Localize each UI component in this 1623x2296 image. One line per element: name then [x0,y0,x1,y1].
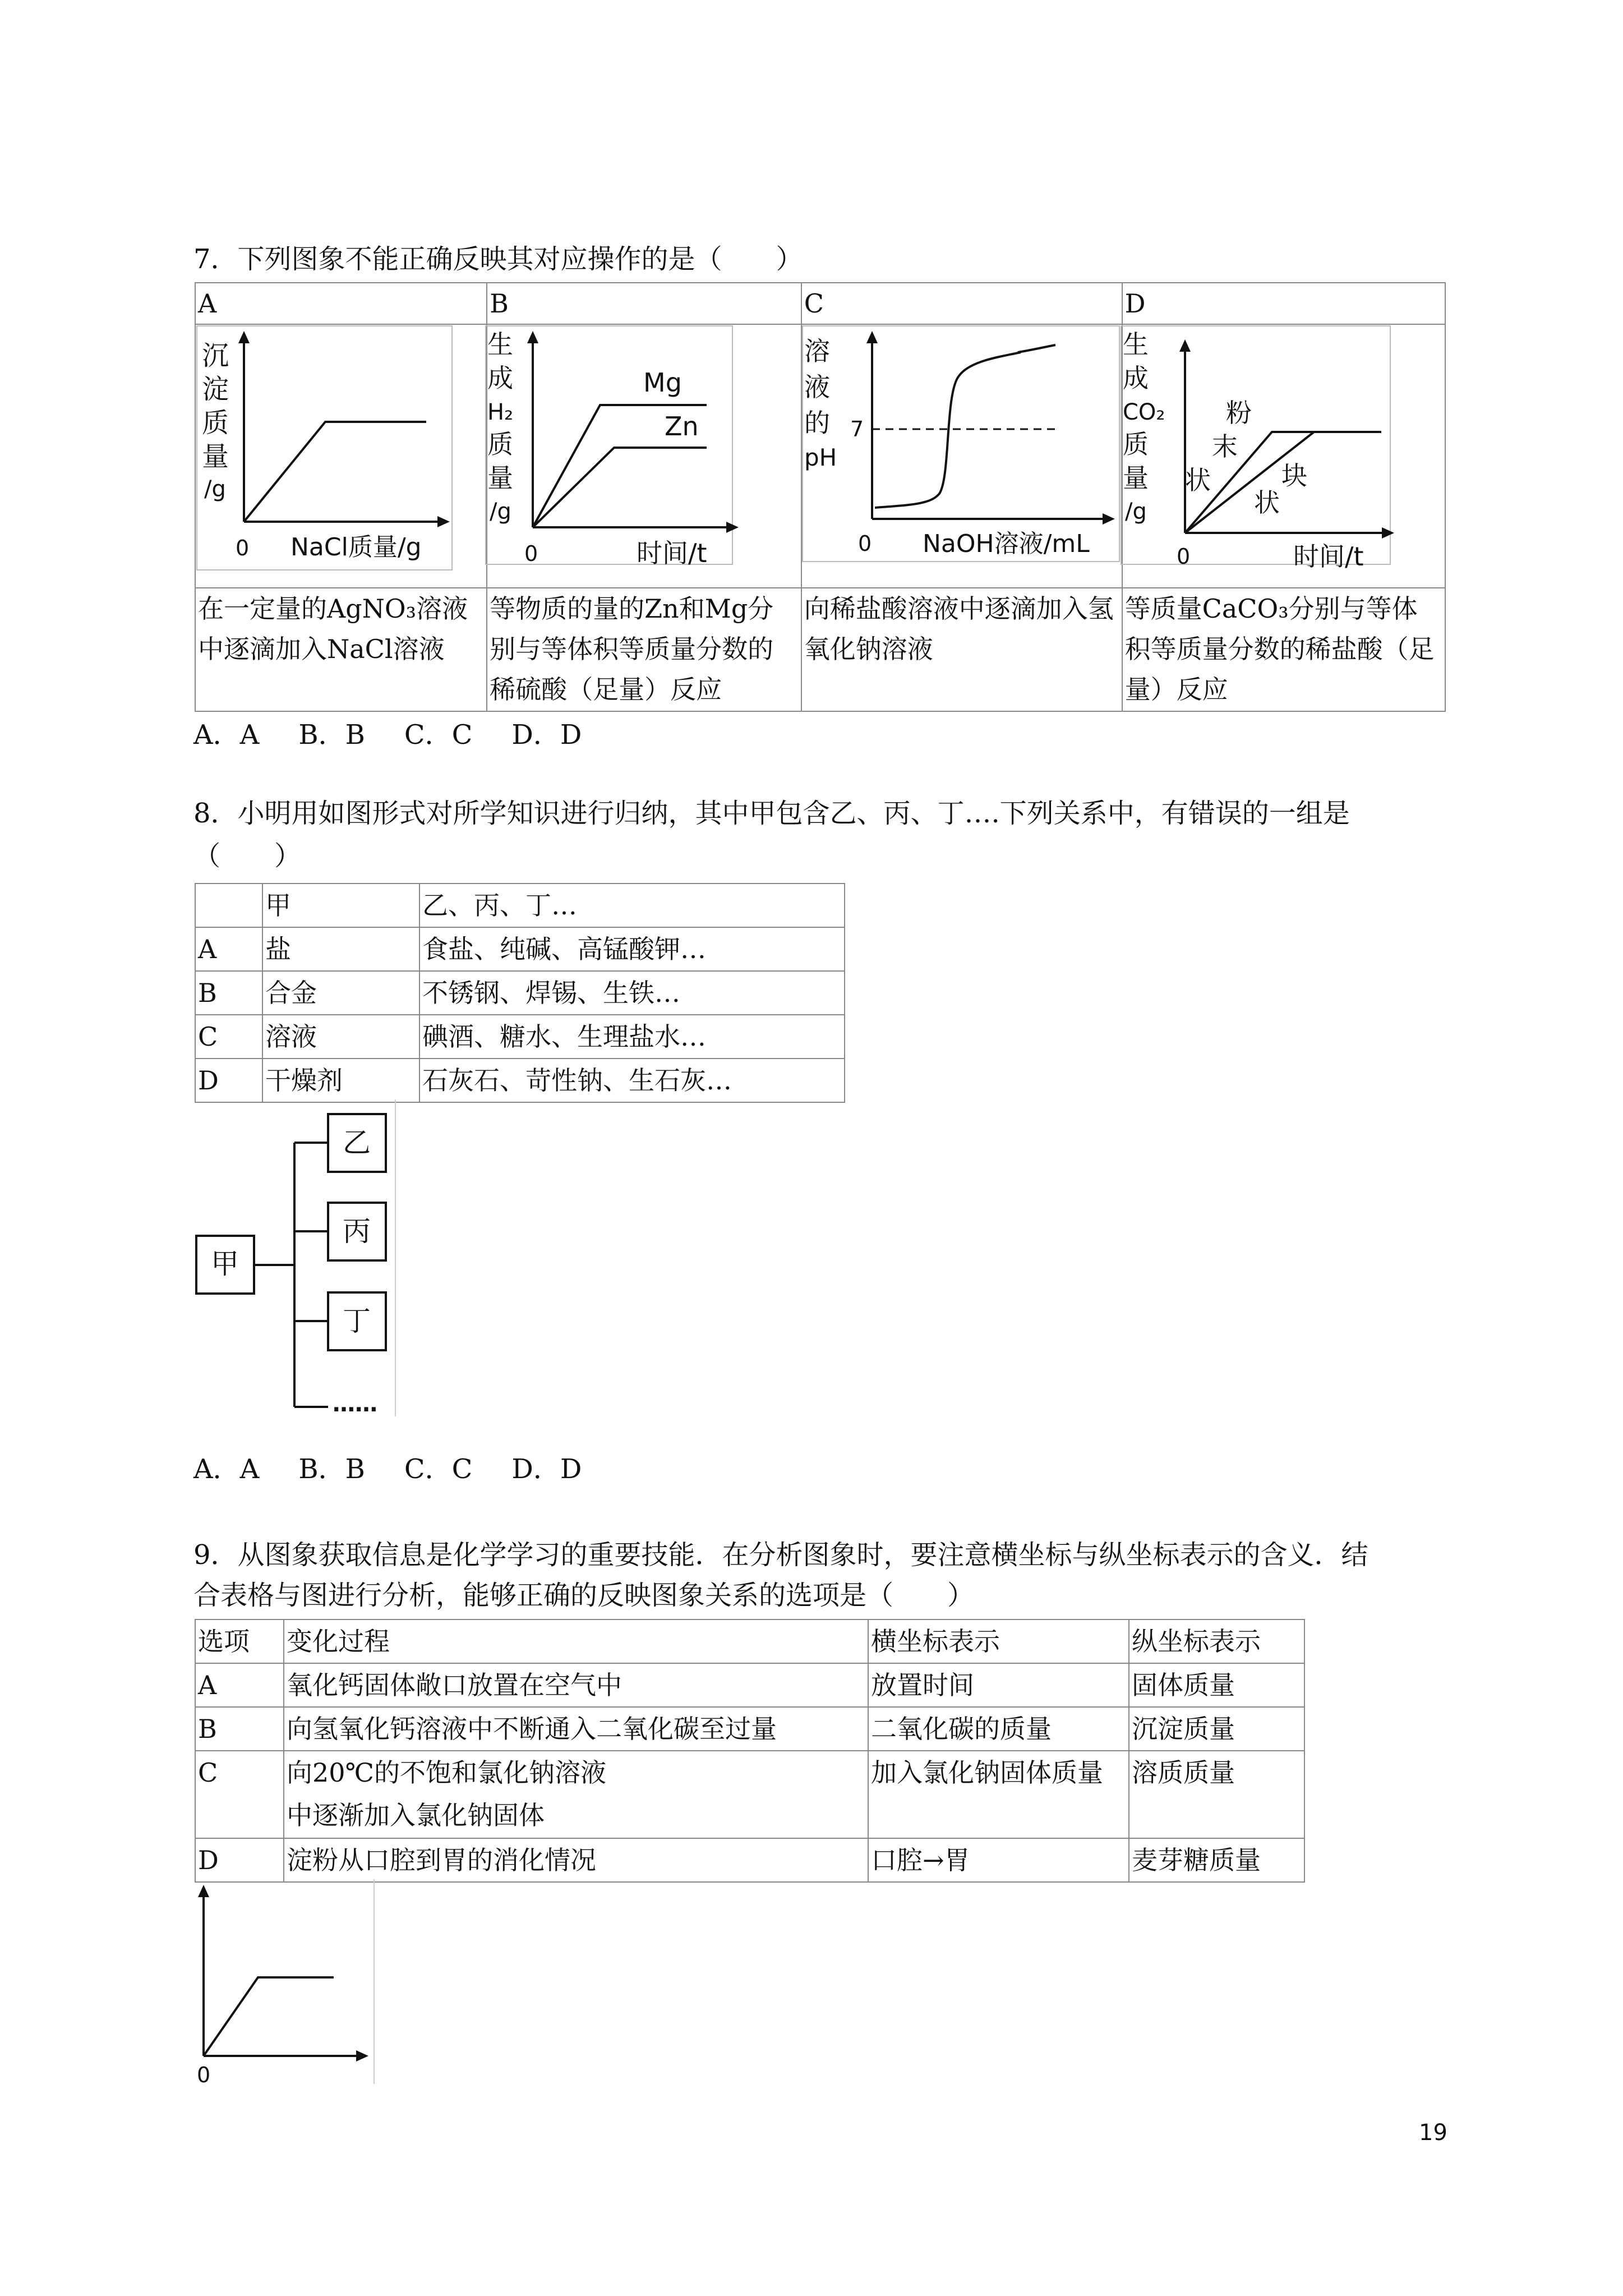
chart-a-x-arrow [437,516,450,527]
chart-d-frame [1121,326,1390,564]
chart-a-ylabel-5: /g [204,476,226,502]
tree-child-1: 乙 [343,1126,371,1159]
q8-table [195,883,845,1103]
q9-row-x: 口腔→胃 [868,1838,1129,1882]
chart-d-x-arrow [1382,527,1394,539]
q9-header-2: 横坐标表示 [868,1619,1129,1663]
q9-row-option: C [195,1751,284,1838]
q8-header-0 [195,884,262,927]
q9-stem-line1: 9．从图象获取信息是化学学习的重要技能．在分析图象时，要注意横坐标与纵坐标表示的含义．结 [193,1539,1368,1571]
chart-b-ylabel-1: 生 [487,329,513,360]
chart-d-ylabel-2: 成 [1123,363,1149,393]
chart-a-ylabel-1: 沉 [202,340,229,371]
q8-row-members: 碘酒、糖水、生理盐水… [419,1015,845,1059]
q9-row-y: 固体质量 [1129,1663,1304,1707]
chart-d-label-kuai: 块 [1281,461,1307,491]
chart-b-ylabel-3: H₂ [487,399,514,425]
q9-chart-curve [204,1977,334,2056]
q9-row-c-x-text: 加入氯化钠固体质量 [871,1757,1103,1788]
q8-row-b [195,971,845,1015]
chart-c-y-arrow [866,331,878,343]
q8-row-c [195,1015,845,1059]
chart-c-xlabel: NaOH溶液/mL [923,530,1090,558]
q9-stem-line2: 合表格与图进行分析，能够正确的反映图象关系的选项是（ ） [193,1580,975,1611]
q8-stem-line2: （ ） [193,840,302,872]
tree-more: …… [333,1391,377,1417]
tree-child-3: 丁 [343,1305,371,1337]
chart-b-ylabel-2: 成 [487,363,513,393]
q9-row-b [195,1707,1304,1751]
chart-b-xlabel: 时间/t [637,538,707,568]
chart-a-y-arrow [238,331,250,343]
q9-row-process: 氧化钙固体敞口放置在空气中 [284,1663,868,1707]
q7-letter-d: D [1122,283,1445,324]
q7-option-c[interactable]: C．C [404,719,473,751]
q7-letter-c: C [801,283,1122,324]
chart-d-label-zhuang2: 状 [1254,487,1280,518]
q7-stem: 7．下列图象不能正确反映其对应操作的是（ ） [193,243,803,275]
chart-d-ylabel-1: 生 [1123,329,1149,360]
q8-row-category: 溶液 [262,1015,419,1059]
q9-row-y: 溶质质量 [1129,1751,1304,1838]
q9-row-a [195,1663,1304,1707]
q9-row-d [195,1838,1304,1882]
q7-option-a[interactable]: A．A [193,719,260,751]
chart-c-origin: 0 [858,531,872,556]
q7-chart-b [485,325,743,578]
chart-c-tick-7: 7 [850,417,864,441]
q9-row-y: 麦芽糖质量 [1129,1838,1304,1882]
chart-d-ylabel-6: /g [1125,499,1147,524]
q7-desc-d: 等质量CaCO₃分别与等体积等质量分数的稀盐酸（足量）反应 [1122,588,1445,711]
q8-row-category: 干燥剂 [262,1059,419,1102]
chart-a-ylabel-4: 量 [202,441,229,472]
chart-b-y-arrow [527,331,538,343]
q7-chart-c [802,325,1122,567]
q8-option-d[interactable]: D．D [511,1453,582,1485]
chart-b-ylabel-6: /g [490,499,511,524]
q7-option-d[interactable]: D．D [511,719,582,751]
q9-row-process [284,1751,868,1838]
q7-chart-a [196,325,454,572]
q7-letter-a: A [195,283,487,324]
chart-b-label-zn: Zn [665,411,699,441]
q8-tree-diagram [193,1099,407,1419]
q7-desc-c: 向稀盐酸溶液中逐滴加入氢氧化钠溶液 [801,588,1122,711]
q8-stem-line1: 8．小明用如图形式对所学知识进行归纳，其中甲包含乙、丙、丁….下列关系中，有错误的一组是 [193,798,1350,829]
chart-a-ylabel-2: 淀 [202,374,229,405]
chart-b-origin: 0 [524,541,538,566]
q9-chart-x-arrow [356,2050,368,2062]
tree-child-2: 丙 [343,1215,371,1248]
chart-d-ylabel-5: 量 [1123,463,1149,493]
tree-root-label: 甲 [211,1248,239,1280]
q8-row-category: 合金 [262,971,419,1015]
chart-b-label-mg: Mg [643,367,682,398]
q8-row-category: 盐 [262,927,419,971]
q8-row-label: A [195,927,262,971]
chart-b-zn-line [533,448,707,527]
q8-row-label: C [195,1015,262,1059]
q7-letter-b: B [487,283,801,324]
chart-c-frame [803,326,1119,562]
chart-c-ylabel-4: pH [804,444,837,471]
q9-row-y: 沉淀质量 [1129,1707,1304,1751]
chart-c-ylabel-3: 的 [804,408,830,438]
q9-row-c-process-text: 向20℃的不饱和氯化钠溶液中逐渐加入氯化钠固体 [287,1757,606,1830]
chart-d-label-fen: 粉 [1226,398,1252,428]
q8-row-members: 石灰石、苛性钠、生石灰… [419,1059,845,1102]
q9-table [195,1619,1305,1883]
chart-d-ylabel-4: 质 [1123,429,1149,459]
chart-b-ylabel-4: 质 [487,429,513,459]
q8-row-a [195,927,845,971]
q9-row-process: 淀粉从口腔到胃的消化情况 [284,1838,868,1882]
q7-chart-d [1121,325,1401,578]
chart-c-curve [875,345,1055,508]
chart-d-y-arrow [1179,339,1191,352]
chart-a-curve [244,422,426,522]
q9-row-option: D [195,1838,284,1882]
q8-row-d [195,1059,845,1102]
q8-header-2: 乙、丙、丁… [419,884,845,927]
q9-chart-origin: 0 [197,2063,211,2087]
q8-row-members: 食盐、纯碱、高锰酸钾… [419,927,845,971]
q9-row-process: 向氢氧化钙溶液中不断通入二氧化碳至过量 [284,1707,868,1751]
q9-row-c [195,1751,1304,1838]
q7-option-b[interactable]: B．B [298,719,365,751]
chart-b-ylabel-5: 量 [487,463,513,493]
q9-header-1: 变化过程 [284,1619,868,1663]
q9-row-option: A [195,1663,284,1707]
chart-d-label-zhuang1: 状 [1185,465,1211,495]
chart-c-ylabel-1: 溶 [804,336,830,366]
q9-row-x [868,1751,1129,1838]
chart-d-ylabel-3: CO₂ [1123,399,1165,425]
q9-row-x: 放置时间 [868,1663,1129,1707]
chart-c-x-arrow [1103,513,1115,524]
chart-b-frame [486,326,732,564]
q8-options [193,1451,621,1487]
q8-option-a[interactable]: A．A [193,1453,260,1485]
chart-d-label-mo: 末 [1212,431,1238,462]
q9-chart-y-arrow [198,1885,209,1897]
q7-options [193,717,621,753]
q7-desc-a: 在一定量的AgNO₃溶液中逐滴加入NaCl溶液 [195,588,487,711]
q9-chart [193,1879,379,2087]
q8-row-label: D [195,1059,262,1102]
chart-a-ylabel-3: 质 [202,407,229,439]
q9-header-0: 选项 [195,1619,284,1663]
q8-row-label: B [195,971,262,1015]
q8-header-1: 甲 [262,884,419,927]
q9-header-3: 纵坐标表示 [1129,1619,1304,1663]
page-number: 19 [1419,2120,1447,2146]
q7-desc-b: 等物质的量的Zn和Mg分别与等体积等质量分数的稀硫酸（足量）反应 [487,588,801,711]
chart-c-ylabel-2: 液 [804,372,830,402]
chart-a-xlabel: NaCl质量/g [291,533,422,562]
chart-a-origin: 0 [236,536,250,560]
chart-d-xlabel: 时间/t [1293,541,1364,572]
q8-row-members: 不锈钢、焊锡、生铁… [419,971,845,1015]
q8-option-c[interactable]: C．C [404,1453,473,1485]
chart-d-origin: 0 [1177,544,1191,569]
q9-row-option: B [195,1707,284,1751]
q8-option-b[interactable]: B．B [298,1453,365,1485]
q9-row-x: 二氧化碳的质量 [868,1707,1129,1751]
